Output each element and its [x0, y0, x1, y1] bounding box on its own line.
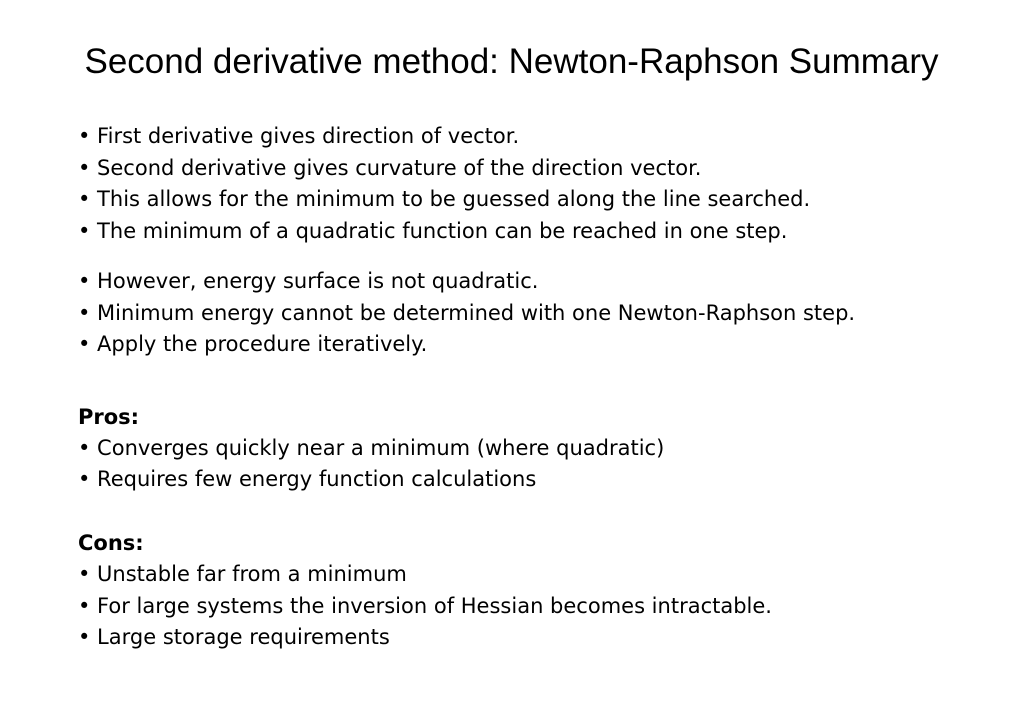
bullet-not-quadratic: • However, energy surface is not quadratic. — [78, 269, 539, 293]
cons-item-storage: • Large storage requirements — [78, 625, 390, 649]
bullet-second-derivative: • Second derivative gives curvature of the direction vector. — [78, 156, 702, 180]
cons-item-hessian: • For large systems the inversion of Hessian becomes intractable. — [78, 594, 772, 618]
bullet-minimum-not-determined: • Minimum energy cannot be determined with one Newton-Raphson step. — [78, 301, 856, 325]
slide-title: Second derivative method: Newton-Raphson Summary — [84, 42, 939, 81]
bullet-apply-iteratively: • Apply the procedure iteratively. — [78, 332, 428, 356]
pros-item-converges: • Converges quickly near a minimum (where quadratic) — [78, 436, 665, 460]
pros-heading: Pros: — [78, 405, 140, 429]
pros-item-few-calculations: • Requires few energy function calculations — [78, 467, 537, 491]
bullet-first-derivative: • First derivative gives direction of vector. — [78, 124, 520, 148]
cons-heading: Cons: — [78, 531, 144, 555]
cons-item-unstable: • Unstable far from a minimum — [78, 562, 407, 586]
bullet-minimum-guessed: • This allows for the minimum to be guessed along the line searched. — [78, 187, 811, 211]
bullet-quadratic-one-step: • The minimum of a quadratic function can be reached in one step. — [78, 219, 788, 243]
